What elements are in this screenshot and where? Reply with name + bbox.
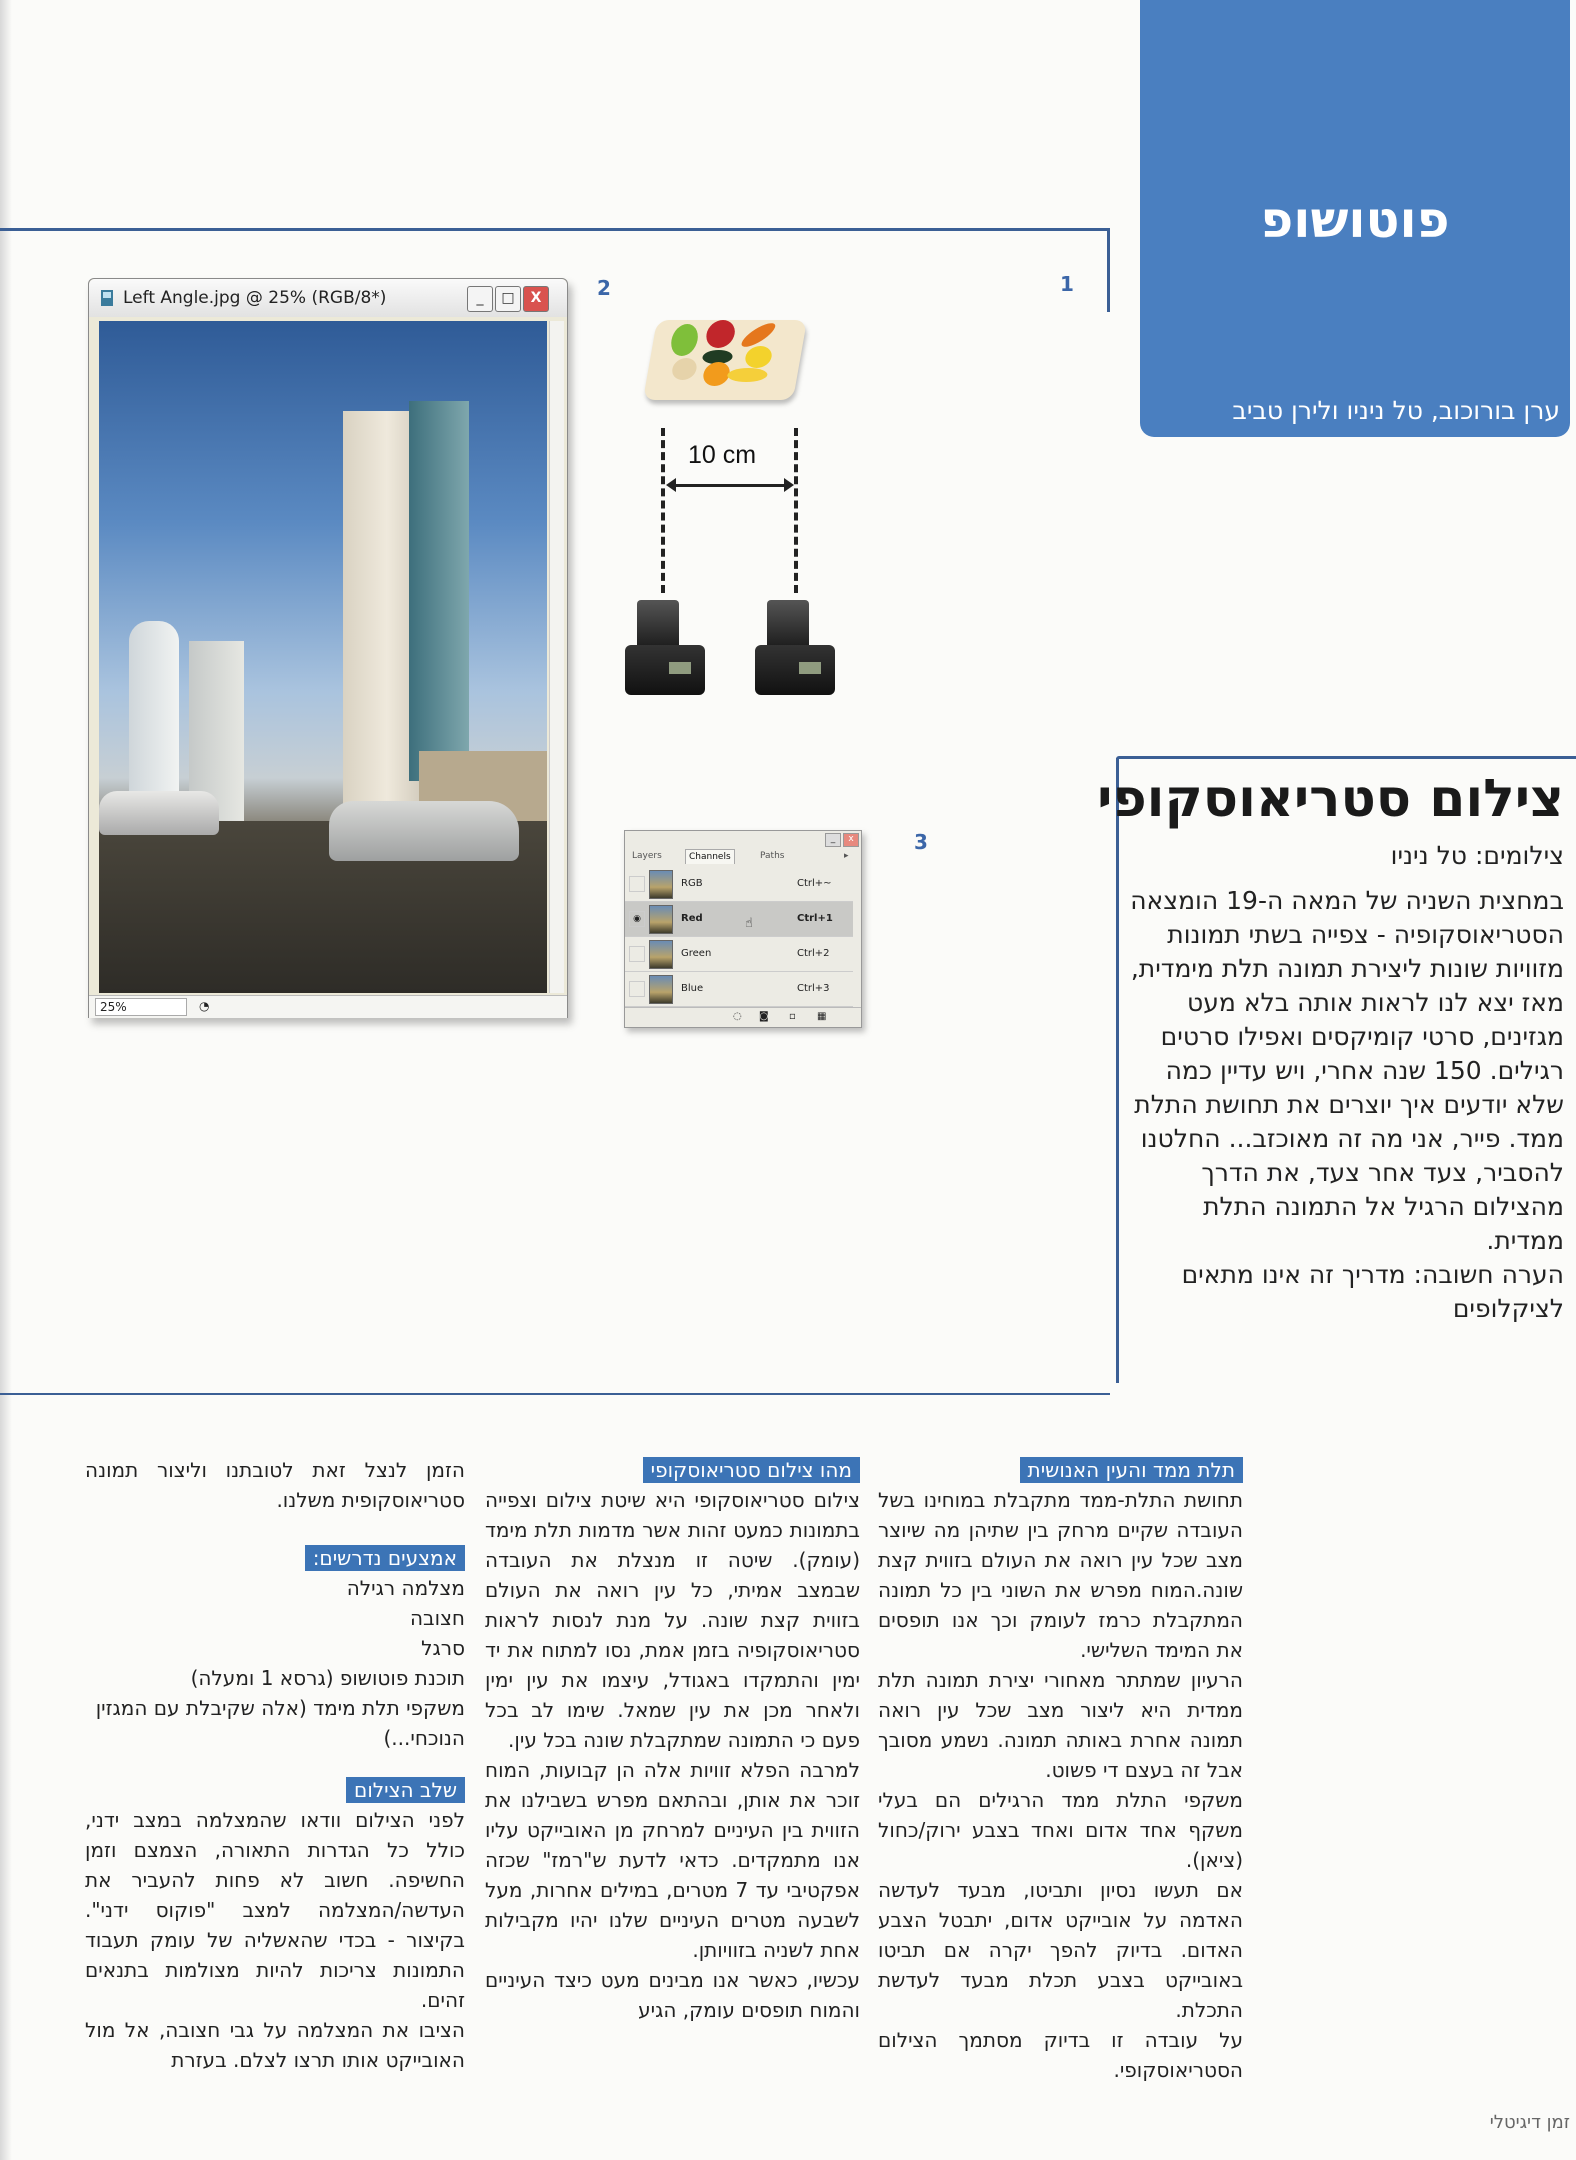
panel-minimize-button[interactable]: _ [825, 833, 841, 847]
paragraph: למרבה הפלא זוויות אלה הן קבועות, המוח זוכר את אותן, ובהתאם מפרש בשבילנו את הזווית בין העיניים למרחק מן האובייקט עליו אנו מתמקדים. כדאי לדעת ש"רמז" שכזה אפקטיבי עד 7 מטרים, במילים אחרות, מעל לשבעה מטרים העיניים שלנו יהיו מקבילות אחת לשניה בזוויותן. [485, 1758, 860, 1962]
load-selection-icon[interactable]: ◌ [733, 1011, 742, 1022]
panel-close-button[interactable]: x [843, 833, 859, 847]
window-titlebar[interactable] [89, 279, 567, 317]
lead-paragraph: במחצית השניה של המאה ה-19 הומצאה הסטריאוסקופיה - צפייה בשתי תמונות מזוויות שונות ליצירת תמונה תלת מימדית, מאז יצא לנו לראות אותה בלא מעט מגזינים, סרטי קומיקסים ואפילו סרטים רגילים. 150 שנה אחרי, ויש עדיין כמה שלא יודעים איך יוצרים את תחושת התלת ממד. פייר, אני מה זה מאוכזב... החלטנו להסביר, צעד אחר צעד, את הדרך מהצילום הרגיל אל התמונה התלת ממדית. [1130, 886, 1564, 1255]
banana [726, 368, 768, 382]
column-what-is-stereoscopy [485, 1455, 860, 2025]
requirement-item: משקפי תלת מימד (אלה שקיבלת עם המגזין הנוכחי...) [95, 1696, 465, 1750]
figure-1-number: 1 [1060, 272, 1074, 296]
paragraph: הרעיון שמתתר מאחורי יצירת תמונה תלת ממדית היא ליצור מצב שכל עין רואה תמונה אחרת באותה תמונה. נשמע מסובך אבל זה בעצם די פשוט. [878, 1668, 1243, 1782]
visibility-toggle[interactable] [629, 946, 645, 962]
photo-canvas-city-street[interactable] [99, 321, 547, 993]
figure-3-number: 3 [914, 830, 928, 854]
close-button[interactable]: X [523, 286, 549, 312]
channel-shortcut: Ctrl+1 [797, 913, 833, 924]
page-gutter-shadow [0, 0, 12, 2160]
onion [670, 358, 698, 380]
requirement-item: תוכנת פוטושופ (גרסא 1 ומעלה) [190, 1666, 465, 1690]
channel-name: RGB [681, 878, 703, 889]
round-tower [129, 621, 179, 811]
column-3d-and-human-eye [878, 1455, 1243, 2085]
channel-name: Red [681, 913, 703, 924]
tab-channels[interactable]: Channels [685, 849, 735, 864]
trash-icon[interactable]: ▦ [817, 1011, 827, 1022]
channel-name: Green [681, 948, 712, 959]
channel-thumbnail [649, 870, 673, 899]
save-selection-icon[interactable]: ◙ [759, 1011, 769, 1022]
new-channel-icon[interactable]: ▫ [789, 1011, 796, 1022]
lemon [744, 346, 774, 368]
authors-line: ערן בורוכוב, טל ניניו ולירן טביב [1232, 396, 1560, 425]
panel-footer [625, 1007, 861, 1026]
visibility-toggle[interactable] [629, 981, 645, 997]
pear [669, 324, 701, 356]
requirement-item: חצובה [409, 1606, 465, 1630]
article-title: צילום סטריאוסקופי [1097, 769, 1564, 829]
channel-shortcut: Ctrl+~ [797, 878, 832, 889]
panel-tabs [625, 849, 861, 865]
distance-double-arrow [672, 484, 788, 487]
window-title: Left Angle.jpg @ 25% (RGB/8*) [123, 288, 387, 308]
paragraph: צילום סטריאוסקופי היא שיטת צילום וצפייה בתמונות כמעט זהות אשר מדמות תלת מימד (עומק). שיטה זו מנצלת את העובדה שבמצב אמיתי, כל עין רואה את העולם בזווית קצת שונה. על מנת לנסות לראות סטריאוסקופיה בזמן אמת, נסו למתוח את יד ימין והתמקדו באגודל, עיצמו את עין ימין ולאחר מכן את עין שמאל. שימו לב בכל פעם כי התמונה שמתקבלת שונה בכל עין. [485, 1488, 860, 1752]
tab-paths[interactable]: Paths [760, 851, 785, 861]
channel-row-green[interactable] [625, 937, 853, 972]
channel-row-rgb[interactable] [625, 867, 853, 902]
subheading-what-is-stereoscopy: מהו צילום סטריאוסקופי [643, 1457, 860, 1483]
channel-thumbnail [649, 975, 673, 1004]
requirement-item: סרגל [421, 1636, 465, 1660]
left-camera-axis-line [661, 428, 665, 593]
right-camera-icon [755, 600, 835, 700]
minimize-button[interactable]: _ [467, 286, 493, 312]
fruit-tray-image [643, 320, 807, 400]
paragraph: על עובדה זו בדיוק מסתמך הצילום הסטריאוסקופי. [878, 2028, 1243, 2082]
visibility-toggle[interactable] [629, 876, 645, 892]
article-frame-top [1116, 756, 1576, 759]
channel-shortcut: Ctrl+3 [797, 983, 830, 994]
channel-shortcut: Ctrl+2 [797, 948, 830, 959]
requirement-item: מצלמה רגילה [346, 1576, 465, 1600]
maximize-button[interactable]: □ [495, 286, 521, 312]
photoshop-document-window [88, 278, 568, 1018]
paragraph: לפני הצילום וודאו שהמצלמה במצב ידני, כולל כל הגדרות התאורה, הצמצם וזמן החשיפה. חשוב לא פחות להעביר את העדשה/המצלמה למצב "פוקוס ידני". בקיצור - בכדי שהאשליה של עומק תעבוד התמונות צריכות להיות מצולמות בתנאים זהים. [85, 1808, 465, 2012]
important-note: הערה חשובה: מדריך זה אינו מתאים לציקלופים [1181, 1260, 1564, 1323]
eye-icon[interactable]: ◉ [629, 911, 645, 927]
hand-cursor-icon: ☝ [745, 916, 753, 931]
channel-row-blue[interactable] [625, 972, 853, 1007]
zoom-level-field[interactable]: 25% [95, 998, 187, 1016]
section-title: פוטושופ [1260, 191, 1450, 249]
subheading-3d-human-eye: תלת ממד והעין האנושית [1020, 1457, 1243, 1483]
distance-label: 10 cm [688, 441, 757, 469]
figure-2-number: 2 [597, 276, 611, 300]
section-divider [0, 1393, 1110, 1395]
paragraph: הזמן לנצל זאת לטובתנו וליצור תמונה סטריאוסקופית משלנו. [85, 1458, 465, 1512]
photo-credit: צילומים: טל ניניו [1390, 841, 1564, 870]
tomato [704, 320, 737, 348]
article-frame-left [1116, 758, 1119, 1383]
tab-layers[interactable]: Layers [632, 851, 662, 861]
paragraph: הציבו את המצלמה על גבי חצובה, אל מול האובייקט אותו תרצו לצלם. בעזרת [85, 2018, 465, 2072]
status-menu-arrow-icon[interactable]: ◔ [199, 999, 210, 1013]
magazine-footer: זמן דיגיטלי [1489, 2112, 1570, 2133]
paragraph: עכשיו, כאשר אנו מבינים מעט כיצד העיניים והמוח תופסים עומק, הגיע [485, 1968, 860, 2022]
silver-car [329, 801, 519, 861]
glass-tower [409, 401, 469, 781]
paragraph: משקפי התלת ממד הרגילים הם בעלי משקף אחד אדום ואחד בצבע ירוק/כחול (ציאן). [878, 1788, 1243, 1872]
parked-cars [99, 791, 219, 835]
channel-row-red[interactable] [625, 902, 853, 937]
window-status-bar [89, 995, 567, 1018]
figure-frame-top-line [0, 228, 1110, 231]
channel-thumbnail [649, 905, 673, 934]
channel-thumbnail [649, 940, 673, 969]
subheading-requirements: אמצעים נדרשים: [305, 1545, 465, 1571]
channels-panel [624, 830, 862, 1028]
subheading-shooting-stage: שלב הצילום [346, 1777, 465, 1803]
left-camera-icon [625, 600, 705, 700]
panel-menu-arrow-icon[interactable]: ▸ [844, 851, 849, 861]
paragraph: תחושת התלת-ממד מתקבלת במוחינו בשל העובדה שקיים מרחק בין שתיהן מה שיוצר מצב שכל עין רואה את העולם בזווית קצת שונה.המוח מפרש את השוני בין כל תמונה המתקבלת כרמז לעומק וכך אנו תופסים את המימד השלישי. [878, 1488, 1243, 1662]
column-requirements-and-shooting [85, 1455, 465, 2075]
right-camera-axis-line [794, 428, 798, 593]
photoshop-app-icon [99, 289, 115, 307]
article-lead [1124, 884, 1564, 1326]
vertical-scrollbar[interactable] [549, 321, 564, 993]
figure-frame-right-line [1107, 228, 1110, 312]
paragraph: אם תעשו נסיון ותביטו, מבעד לעדשה האדמה על אובייקט אדום, יתבטל הצבע האדום. בדיוק להפך יקרה אם תביטו באובייקט בצבע תכלת מבעד לעדשת התכלת. [878, 1878, 1243, 2022]
channel-name: Blue [681, 983, 704, 994]
